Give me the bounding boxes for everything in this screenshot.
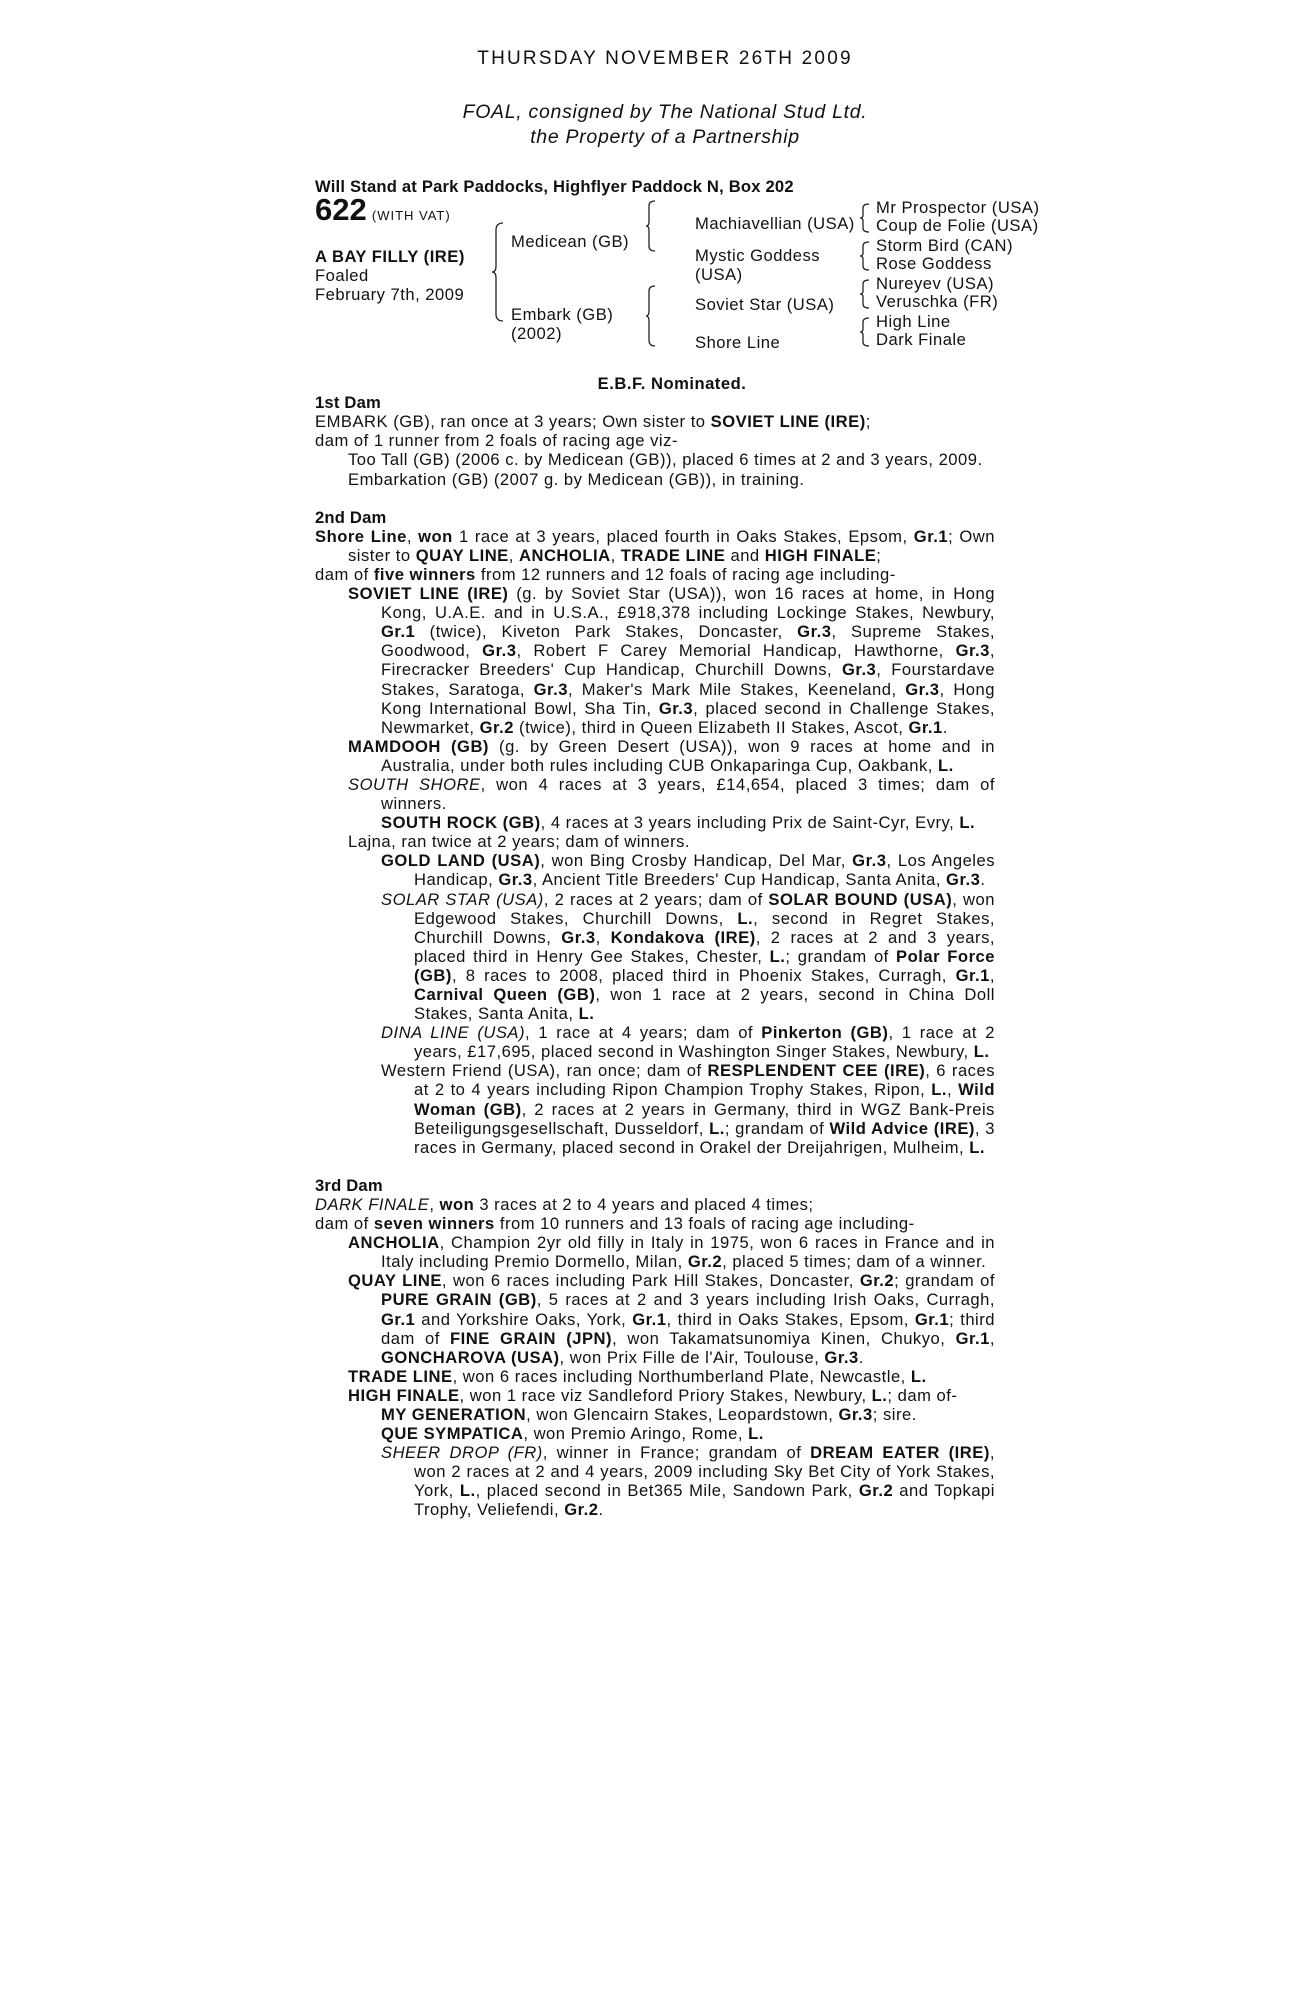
produce-south-rock: SOUTH ROCK (GB), 4 races at 3 years including Prix de Saint-Cyr, Evry, L. — [381, 813, 976, 833]
produce-quay-line: QUAY LINE, won 6 races including Park Hill Stakes, Doncaster, Gr.2; grandam of PURE GRAIN (GB), 5 races at 2 and 3 years including Irish Oaks, Curragh, Gr.1 and Yorkshire Oaks, York, Gr.1, third in Oaks Stakes, Epsom, Gr.1; third dam of FINE GRAIN (JPN), won Takamatsunomiya Kinen, Chukyo, Gr.1, GONCHAROVA (USA), won Prix Fille de l'Air, Toulouse, Gr.3. — [348, 1271, 996, 1367]
sire-sire: Machiavellian (USA) — [695, 214, 855, 234]
ped-ssd: Coup de Folie (USA) — [876, 216, 1039, 236]
property-line: the Property of a Partnership — [530, 126, 800, 148]
ped-sds: Storm Bird (CAN) — [876, 236, 1014, 256]
produce-soviet-line: SOVIET LINE (IRE) (g. by Soviet Star (USA)), won 16 races at home, in Hong Kong, U.A.E. and in U.S.A., £918,378 including Lockinge Stakes, Newbury, Gr.1 (twice), Kiveton Park Stakes, Doncaster, Gr.3, Supreme Stakes, Goodwood, Gr.3, Robert F Carey Memorial Handicap, Hawthorne, Gr.3, Firecracker Breeders' Cup Handicap, Churchill Downs, Gr.3, Fourstardave Stakes, Saratoga, Gr.3, Maker's Mark Mile Stakes, Keeneland, Gr.3, Hong Kong International Bowl, Sha Tin, Gr.3, placed second in Challenge Stakes, Newmarket, Gr.2 (twice), third in Queen Elizabeth II Stakes, Ascot, Gr.1. — [348, 584, 996, 737]
produce-too-tall: Too Tall (GB) (2006 c. by Medicean (GB)), placed 6 times at 2 and 3 years, 2009. — [348, 450, 983, 470]
produce-que-sympatica: QUE SYMPATICA, won Premio Aringo, Rome, L. — [381, 1424, 764, 1444]
sire-dam: Mystic Goddess — [695, 246, 821, 266]
second-dam-heading: 2nd Dam — [315, 507, 387, 527]
second-dam-produce-line: dam of five winners from 12 runners and 12 foals of racing age including- — [315, 564, 896, 584]
stand-location: Will Stand at Park Paddocks, Highflyer Paddock N, Box 202 — [315, 177, 794, 196]
brace-left — [491, 222, 505, 322]
brace-ss — [859, 203, 871, 233]
dam-year: (2002) — [511, 324, 562, 344]
ped-dsd: Veruschka (FR) — [876, 292, 999, 312]
sire-dam-country: (USA) — [695, 265, 743, 285]
brace-dam — [645, 285, 657, 347]
produce-sheer-drop: SHEER DROP (FR), winner in France; grandam of DREAM EATER (IRE), won 2 races at 2 and 4 years, 2009 including Sky Bet City of York Stakes, York, L., placed second in Bet365 Mile, Sandown Park, Gr.2 and Topkapi Trophy, Veliefendi, Gr.2. — [381, 1443, 995, 1520]
produce-solar-star: SOLAR STAR (USA), 2 races at 2 years; dam of SOLAR BOUND (USA), won Edgewood Stakes, Churchill Downs, L., second in Regret Stakes, Churchill Downs, Gr.3, Kondakova (IRE), 2 races at 2 and 3 years, placed third in Henry Gee Stakes, Chester, L.; grandam of Polar Force (GB), 8 races to 2008, placed third in Phoenix Stakes, Curragh, Gr.1, Carnival Queen (GB), won 1 race at 2 years, second in China Doll Stakes, Santa Anita, L. — [381, 889, 995, 1024]
ped-ddd: Dark Finale — [876, 330, 967, 350]
sire: Medicean (GB) — [511, 232, 630, 252]
brace-ds — [859, 279, 871, 309]
produce-gold-land: GOLD LAND (USA), won Bing Crosby Handicap, Del Mar, Gr.3, Los Angeles Handicap, Gr.3, Ancient Title Breeders' Cup Handicap, Santa Anita, Gr.3. — [381, 851, 996, 890]
produce-my-generation: MY GENERATION, won Glencairn Stakes, Leopardstown, Gr.3; sire. — [381, 1404, 917, 1424]
vat-note: (WITH VAT) — [371, 208, 451, 224]
produce-embarkation: Embarkation (GB) (2007 g. by Medicean (GB)), in training. — [348, 469, 805, 489]
dam-dam: Shore Line — [695, 333, 781, 353]
third-dam-produce-line: dam of seven winners from 10 runners and 13 foals of racing age including- — [315, 1214, 915, 1234]
dam-sire: Soviet Star (USA) — [695, 295, 835, 315]
ped-sss: Mr Prospector (USA) — [876, 198, 1040, 218]
produce-trade-line: TRADE LINE, won 6 races including Northumberland Plate, Newcastle, L. — [348, 1366, 927, 1386]
catalogue-page — [315, 40, 1040, 1520]
brace-sd — [859, 241, 871, 271]
lot-number-line — [315, 192, 451, 228]
ped-dss: Nureyev (USA) — [876, 274, 995, 294]
foaled-date: February 7th, 2009 — [315, 285, 465, 305]
produce-lajna: Lajna, ran twice at 2 years; dam of winners. — [348, 832, 691, 852]
ped-sdd: Rose Goddess — [876, 254, 992, 274]
pedigree-table — [315, 192, 1040, 370]
produce-western-friend: Western Friend (USA), ran once; dam of RESPLENDENT CEE (IRE), 6 races at 2 to 4 years including Ripon Champion Trophy Stakes, Ripon, L., Wild Woman (GB), 2 races at 2 years in Germany, third in WGZ Bank-Preis Beteiligungsgesellschaft, Dusseldorf, L.; grandam of Wild Advice (IRE), 3 races in Germany, placed second in Orakel der Dreijahrigen, Mulheim, L. — [381, 1061, 996, 1157]
first-dam-produce-line: dam of 1 runner from 2 foals of racing age viz- — [315, 431, 678, 451]
dam-name: Embark (GB) — [511, 305, 614, 325]
produce-high-finale: HIGH FINALE, won 1 race viz Sandleford Priory Stakes, Newbury, L.; dam of- — [348, 1385, 958, 1405]
brace-sire — [645, 200, 657, 252]
sale-date: THURSDAY NOVEMBER 26TH 2009 — [477, 48, 853, 69]
produce-mamdooh: MAMDOOH (GB) (g. by Green Desert (USA)), won 9 races at home and in Australia, under both rules including CUB Onkaparinga Cup, Oakbank, L. — [348, 736, 995, 775]
produce-south-shore: SOUTH SHORE, won 4 races at 3 years, £14,654, placed 3 times; dam of winners. — [348, 774, 995, 814]
consignor-line: FOAL, consigned by The National Stud Ltd. — [462, 101, 868, 123]
first-dam-line: EMBARK (GB), ran once at 3 years; Own sister to SOVIET LINE (IRE); — [315, 412, 871, 432]
second-dam-entry: Shore Line, won 1 race at 3 years, placed fourth in Oaks Stakes, Epsom, Gr.1; Own sister to QUAY LINE, ANCHOLIA, TRADE LINE and HIGH FINALE; — [315, 526, 996, 565]
produce-ancholia: ANCHOLIA, Champion 2yr old filly in Italy in 1975, won 6 races in France and in Italy including Premio Dormello, Milan, Gr.2, placed 5 times; dam of a winner. — [348, 1233, 995, 1272]
foaled-label: Foaled — [315, 266, 369, 286]
third-dam-entry: DARK FINALE, won 3 races at 2 to 4 years and placed 4 times; — [315, 1194, 814, 1214]
third-dam-heading: 3rd Dam — [315, 1175, 383, 1195]
ebf-note: E.B.F. Nominated. — [597, 374, 747, 394]
brace-dd — [859, 317, 871, 347]
ped-dds: High Line — [876, 312, 951, 332]
first-dam-heading: 1st Dam — [315, 393, 381, 413]
lot-number: 622 — [315, 192, 367, 228]
lot-name: A BAY FILLY (IRE) — [315, 247, 465, 267]
produce-dina-line: DINA LINE (USA), 1 race at 4 years; dam of Pinkerton (GB), 1 race at 2 years, £17,695, placed second in Washington Singer Stakes, Newbury, L. — [381, 1023, 995, 1062]
